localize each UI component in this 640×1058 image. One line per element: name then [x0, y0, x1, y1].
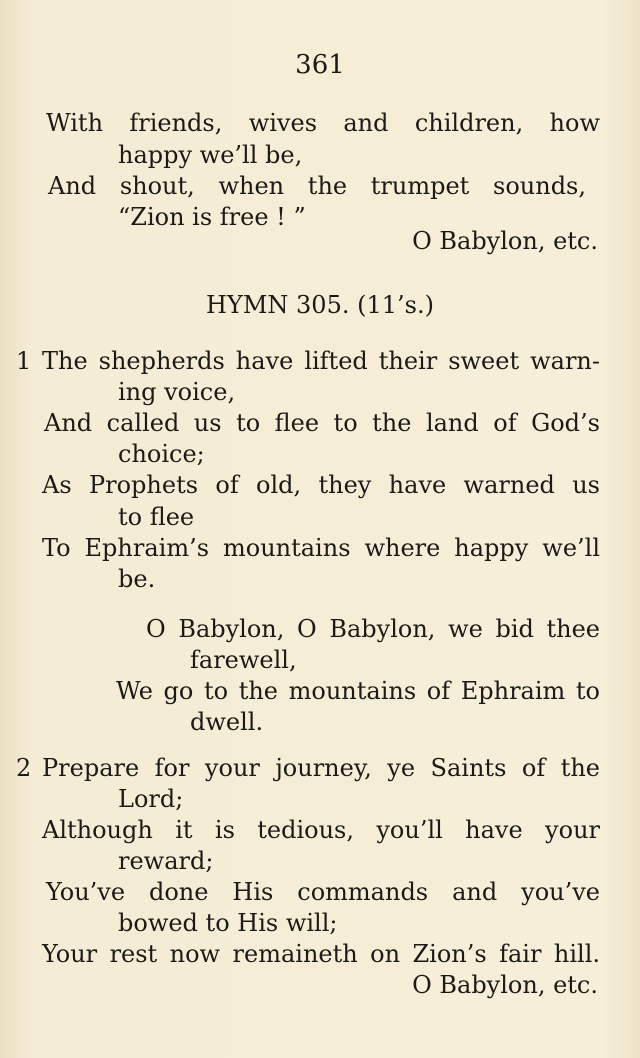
verse-line: bowed to His will;: [118, 909, 338, 937]
verse-line: be.: [118, 565, 156, 593]
verse-line: choice;: [118, 440, 205, 468]
verse-line: Lord;: [118, 785, 184, 813]
verse-line: Prepare for your journey, ye Saints of the: [42, 754, 600, 782]
verse-line: to flee: [118, 503, 195, 531]
verse-line: And called us to flee to the land of God’s: [44, 409, 600, 437]
hymn-title: HYMN 305. (11’s.): [206, 291, 434, 319]
verse-line: Although it is tedious, you’ll have your: [42, 816, 600, 844]
verse-line: To Ephraim’s mountains where happy we’ll: [42, 534, 600, 562]
verse-line: As Prophets of old, they have warned us: [42, 471, 600, 499]
verse-line: reward;: [118, 847, 214, 875]
page-number: 361: [295, 50, 345, 80]
chorus-line: dwell.: [190, 708, 264, 736]
verse-line: Your rest now remaineth on Zion’s fair hill.: [42, 940, 600, 968]
verse-number: 2: [16, 754, 32, 782]
stanza-line: happy we’ll be,: [118, 141, 303, 169]
stanza-line: And shout, when the trumpet sounds,: [48, 172, 586, 200]
stanza-line: “Zion is free ! ”: [118, 203, 306, 231]
stanza-line: With friends, wives and children, how: [46, 109, 600, 137]
verse-line: ing voice,: [118, 378, 236, 406]
chorus-line: farewell,: [190, 646, 297, 674]
chorus-line: We go to the mountains of Ephraim to: [116, 677, 600, 705]
verse-number: 1: [16, 347, 32, 375]
chorus-line: O Babylon, O Babylon, we bid thee: [146, 615, 600, 643]
refrain-line: O Babylon, etc.: [412, 227, 598, 255]
verse-line: You’ve done His commands and you’ve: [46, 878, 600, 906]
refrain-line: O Babylon, etc.: [412, 971, 598, 999]
verse-line: The shepherds have lifted their sweet warn-: [42, 347, 600, 375]
